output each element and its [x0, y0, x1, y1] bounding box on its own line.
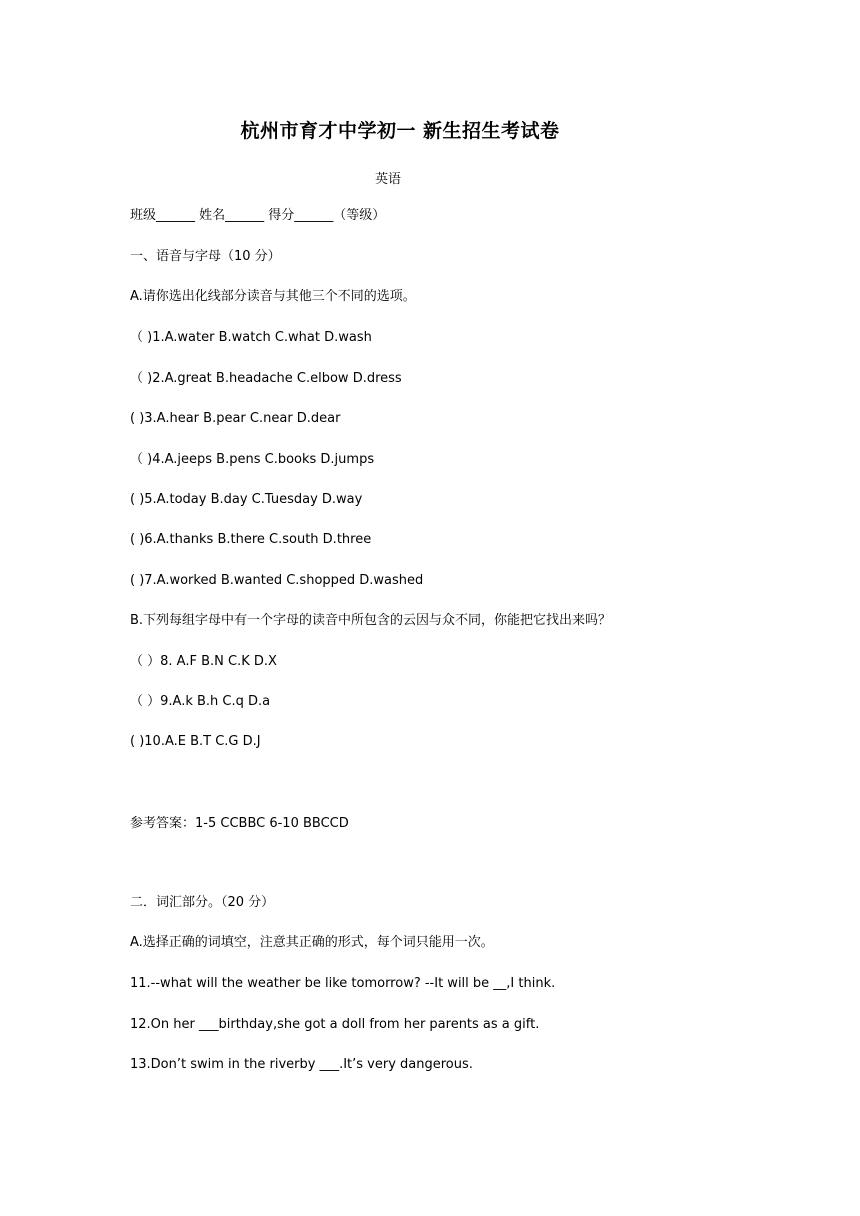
section1-heading: 一、语音与字母（10 分）: [130, 249, 281, 264]
question-13: 13.Don’t swim in the riverby ___.It’s very dangerous.: [130, 1057, 473, 1072]
question-12: 12.On her ___birthday,she got a doll from her parents as a gift.: [130, 1017, 540, 1032]
section2-partA-instruction: A.选择正确的词填空，注意其正确的形式，每个词只能用一次。: [130, 935, 494, 950]
exam-title: 杭州市育才中学初一 新生招生考试卷: [240, 120, 560, 142]
question-2: （ )2.A.great B.headache C.elbow D.dress: [130, 371, 402, 386]
question-3: ( )3.A.hear B.pear C.near D.dear: [130, 411, 341, 426]
question-4: （ )4.A.jeeps B.pens C.books D.jumps: [130, 452, 375, 467]
question-5: ( )5.A.today B.day C.Tuesday D.way: [130, 492, 363, 507]
question-11: 11.--what will the weather be like tomorrow? --It will be __,I think.: [130, 976, 556, 991]
question-8: （ ）8. A.F B.N C.K D.X: [130, 654, 277, 669]
question-6: ( )6.A.thanks B.there C.south D.three: [130, 532, 372, 547]
section1-partB-instruction: B.下列每组字母中有一个字母的读音中所包含的云因与众不同，你能把它找出来吗？: [130, 613, 612, 628]
question-10: ( )10.A.E B.T C.G D.J: [130, 734, 261, 749]
subject-label: 英语: [374, 172, 401, 187]
question-7: ( )7.A.worked B.wanted C.shopped D.washed: [130, 573, 424, 588]
section1-partA-instruction: A.请你选出化线部分读音与其他三个不同的选项。: [130, 289, 416, 304]
question-9: （ ）9.A.k B.h C.q D.a: [130, 694, 271, 709]
question-1: （ )1.A.water B.watch C.what D.wash: [130, 330, 372, 345]
student-info-line: 班级______ 姓名______ 得分______（等级）: [130, 208, 386, 223]
section2-heading: 二．词汇部分。（20 分）: [130, 895, 275, 910]
answer-key: 参考答案：1-5 CCBBC 6-10 BBCCD: [130, 816, 349, 831]
